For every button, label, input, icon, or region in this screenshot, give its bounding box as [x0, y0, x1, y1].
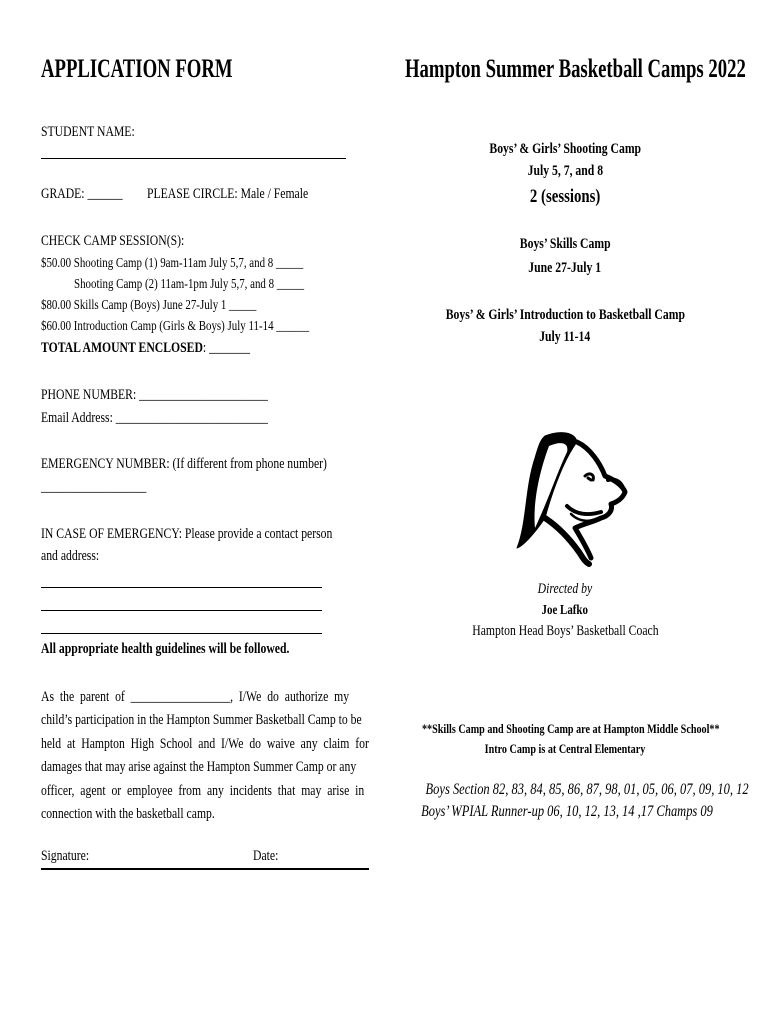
intro-location-note: Intro Camp is at Central Elementary	[484, 741, 646, 756]
emergency-contact-line-1[interactable]	[41, 587, 322, 588]
shooting-camp-sessions: 2 (sessions)	[529, 186, 601, 207]
consent-line: As the parent of _________________, I/We do authorize my	[41, 689, 350, 705]
student-name-line[interactable]	[41, 158, 346, 159]
director-role: Hampton Head Boys’ Basketball Coach	[471, 623, 659, 639]
consent-line: connection with the basketball camp.	[41, 806, 215, 823]
intro-camp-dates: July 11-14	[539, 329, 591, 345]
gender-circle-label: PLEASE CIRCLE: Male / Female	[147, 186, 309, 202]
session-shooting-2[interactable]: Shooting Camp (2) 11am-1pm July 5,7, and 8 _____	[74, 277, 305, 292]
phone-number-field[interactable]: PHONE NUMBER: ______________________	[41, 387, 268, 403]
skills-camp-dates: June 27-July 1	[528, 260, 602, 276]
directed-by: Directed by	[537, 581, 593, 597]
emergency-number-label: EMERGENCY NUMBER: (If different from phone number)	[41, 456, 327, 472]
emergency-contact-line-3[interactable]	[41, 633, 322, 634]
total-label: TOTAL AMOUNT ENCLOSED	[41, 340, 203, 356]
signature-line[interactable]	[41, 868, 369, 870]
signature-label: Signature:	[41, 848, 90, 864]
shooting-camp-dates: July 5, 7, and 8	[527, 163, 603, 179]
grade-label: GRADE: ______	[41, 186, 123, 202]
consent-line: child’s participation in the Hampton Summer Basketball Camp to be	[41, 712, 362, 729]
emergency-contact-label: IN CASE OF EMERGENCY: Please provide a contact person	[41, 526, 333, 542]
director-name: Joe Lafko	[541, 603, 589, 618]
location-note: **Skills Camp and Shooting Camp are at Hampton Middle School**	[421, 721, 720, 736]
form-title: APPLICATION FORM	[41, 54, 233, 83]
consent-line: held at Hampton High School and I/We do waive any claim for	[41, 735, 369, 752]
check-sessions-label: CHECK CAMP SESSION(S):	[41, 233, 185, 249]
emergency-number-field[interactable]: __________________	[41, 479, 147, 495]
email-field[interactable]: Email Address: __________________________	[41, 410, 268, 426]
date-label: Date:	[253, 848, 279, 864]
total-blank[interactable]: : _______	[202, 340, 251, 356]
health-note: All appropriate health guidelines will be followed.	[41, 641, 290, 657]
dog-mascot-logo	[505, 428, 630, 568]
skills-camp-title: Boys’ Skills Camp	[519, 236, 611, 252]
intro-camp-title: Boys’ & Girls’ Introduction to Basketball Camp	[445, 307, 685, 323]
emergency-contact-label-2: and address:	[41, 548, 100, 564]
consent-line: damages that may arise against the Hampton Summer Camp or any	[41, 759, 357, 776]
student-name-label: STUDENT NAME:	[41, 124, 135, 140]
camp-title: Hampton Summer Basketball Camps 2022	[405, 54, 746, 83]
session-intro[interactable]: $60.00 Introduction Camp (Girls & Boys) July 11-14 ______	[41, 319, 310, 334]
session-shooting-1[interactable]: $50.00 Shooting Camp (1) 9am-11am July 5,7, and 8 _____	[41, 256, 304, 271]
consent-line: officer, agent or employee from any incidents that may arise in	[41, 782, 365, 799]
section-titles: Boys Section 82, 83, 84, 85, 86, 87, 98, 01, 05, 06, 07, 09, 10, 12	[425, 781, 749, 798]
total-amount	[41, 340, 309, 357]
wpial-record: Boys’ WPIAL Runner-up 06, 10, 12, 13, 14 ,17 Champs 09	[421, 803, 713, 820]
emergency-contact-line-2[interactable]	[41, 610, 322, 611]
shooting-camp-title: Boys’ & Girls’ Shooting Camp	[489, 141, 641, 157]
session-skills[interactable]: $80.00 Skills Camp (Boys) June 27-July 1 _____	[41, 298, 257, 313]
